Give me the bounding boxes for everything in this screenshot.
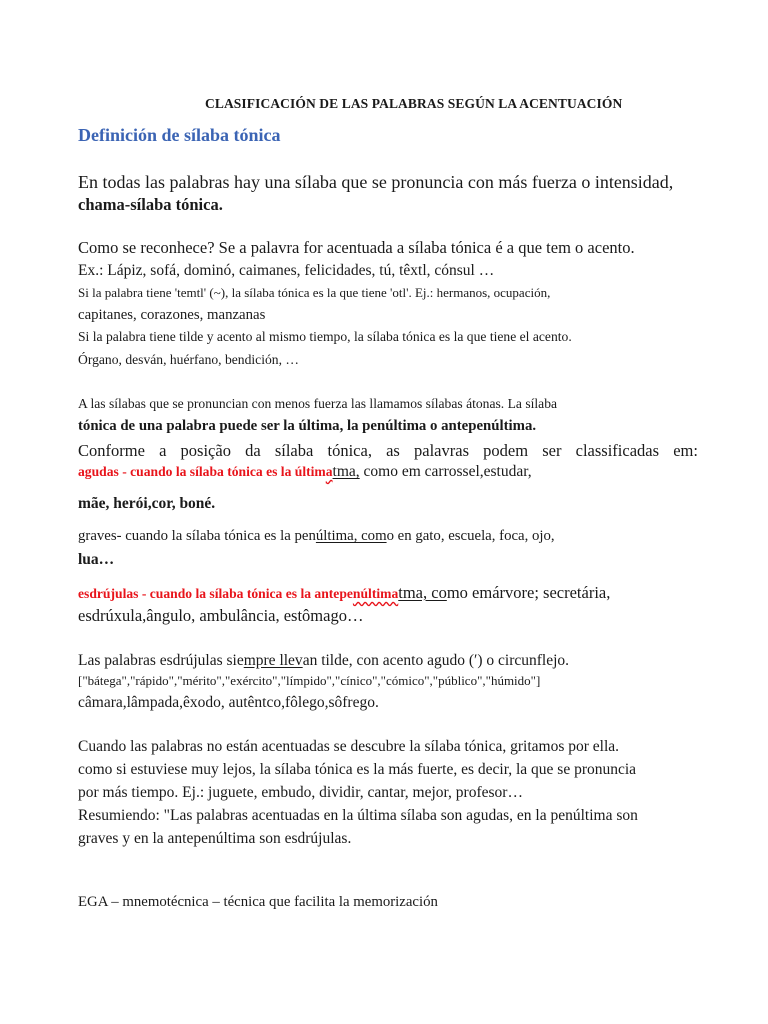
graves-examples-line-2: lua… <box>78 551 115 568</box>
paragraph-5-line-3: por más tiempo. Ej.: juguete, embudo, dividir, cantar, mejor, profesor… <box>78 784 523 801</box>
esdrujulas-examples: o emárvore; secretária, <box>459 583 611 602</box>
paragraph-4-line-2: ["bátega","rápido","mérito","exército","límpido","cínico","cómico","público","húmido"] <box>78 673 541 688</box>
graves-line <box>78 528 555 545</box>
paragraph-5-line-5: graves y en la antepenúltima son esdrújulas. <box>78 830 352 847</box>
graves-definition: graves- cuando la sílaba tónica es la pen <box>78 528 316 544</box>
graves-underlined: última, com <box>315 528 387 544</box>
graves-examples: o en gato, escuela, foca, ojo, <box>386 528 555 544</box>
word: ser <box>542 441 562 460</box>
word: classificadas <box>575 441 660 460</box>
section-heading: Definición de sílaba tónica <box>78 125 281 145</box>
paragraph-5-line-4: Resumiendo: "Las palabras acentuadas en la última sílaba son agudas, en la penúltima son <box>78 807 638 824</box>
esdrujulas-definition-underlined: núltima <box>352 586 399 601</box>
word: posição <box>180 441 231 460</box>
document-title: CLASIFICACIÓN DE LAS PALABRAS SEGÚN LA ACENTUACIÓN <box>205 96 623 111</box>
underlined-text: mpre llev <box>243 652 303 669</box>
word: sílaba <box>274 441 314 460</box>
text: Las palabras esdrújulas sie <box>78 652 244 669</box>
esdrujulas-line <box>78 583 610 603</box>
word: podem <box>483 441 529 460</box>
paragraph-1-line-1: En todas las palabras hay una sílaba que se pronuncia con más fuerza o intensidad, <box>78 172 674 192</box>
paragraph-2-line-3: Si la palabra tiene 'temtl' (~), la sílaba tónica es la que tiene 'otl'. Ej.: hermanos, ocupación, <box>78 285 551 300</box>
paragraph-2-line-2: Ex.: Lápiz, sofá, dominó, caimanes, felicidades, tú, têxtl, cónsul … <box>78 262 495 279</box>
word: as <box>386 441 400 460</box>
word: da <box>245 441 261 460</box>
agudas-underlined: tma, <box>332 463 360 480</box>
footer-note: EGA – mnemotécnica – técnica que facilita la memorización <box>78 894 438 910</box>
paragraph-4-line-3: câmara,lâmpada,êxodo, autêntco,fôlego,sôfrego. <box>78 694 379 711</box>
paragraph-5-line-2: como si estuviese muy lejos, la sílaba tónica es la más fuerte, es decir, la que se pronuncia <box>78 761 637 778</box>
word: tónica, <box>327 441 372 460</box>
word: Conforme <box>78 441 145 460</box>
agudas-line <box>78 463 532 481</box>
word: a <box>159 441 167 460</box>
word: em: <box>673 441 698 460</box>
paragraph-1-line-2: chama-sílaba tónica. <box>78 195 223 214</box>
esdrujulas-underlined: tma, co <box>398 583 447 602</box>
paragraph-3-line-2: tónica de una palabra puede ser la última, la penúltima o antepenúltima. <box>78 418 537 434</box>
paragraph-3-line-3 <box>78 441 698 461</box>
paragraph-4-line-1 <box>78 652 569 670</box>
word: palavras <box>414 441 469 460</box>
paragraph-2-line-1: Como se reconhece? Se a palavra for acentuada a sílaba tónica é a que tem o acento. <box>78 238 635 257</box>
esdrujulas-letter: m <box>446 583 460 602</box>
paragraph-5-line-1: Cuando las palabras no están acentuadas se descubre la sílaba tónica, gritamos por ella. <box>78 738 620 755</box>
paragraph-3-line-1: A las sílabas que se pronuncian con menos fuerza las llamamos sílabas átonas. La sílaba <box>78 396 558 411</box>
text: an tilde, con acento agudo (′) o circunflejo. <box>302 652 570 669</box>
agudas-examples: como em carrossel,estudar, <box>359 463 532 480</box>
paragraph-2-line-4: capitanes, corazones, manzanas <box>78 307 266 323</box>
esdrujulas-definition: esdrújulas - cuando la sílaba tónica es la antepe <box>78 586 353 601</box>
agudas-definition-underlined: a <box>325 464 333 479</box>
esdrujulas-examples-line-2: esdrúxula,ângulo, ambulância, estômago… <box>78 606 364 625</box>
agudas-definition: agudas - cuando la sílaba tónica es la últim <box>78 464 326 479</box>
paragraph-2-line-5: Si la palabra tiene tilde y acento al mismo tiempo, la sílaba tónica es la que tiene el acento. <box>78 329 572 344</box>
agudas-examples-line-2: mãe, herói,cor, boné. <box>78 495 216 512</box>
paragraph-2-line-6: Órgano, desván, huérfano, bendición, … <box>78 352 299 367</box>
